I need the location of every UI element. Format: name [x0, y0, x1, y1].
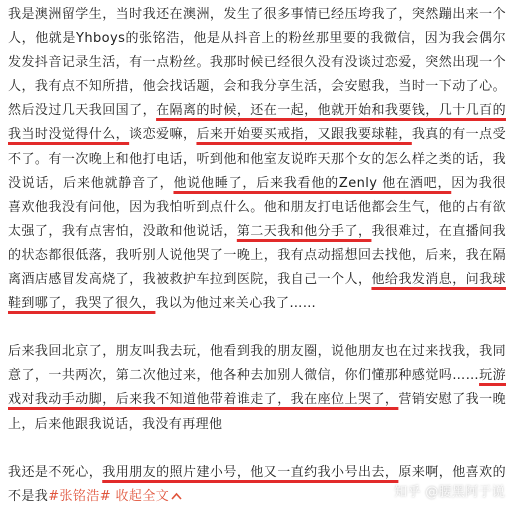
underlined-text: 我用朋友的照片建小号，他又一直约我小号出去，	[102, 464, 399, 480]
underlined-text: 他给我发消息，问我球鞋到哪了，我哭了很久，	[8, 272, 506, 312]
body-text: 原来啊，他喜欢的不是我	[8, 464, 506, 504]
hashtag-link[interactable]: #张铭浩#	[48, 488, 111, 504]
body-text: 我真的有一点受不了。有一次晚上和他打电话，听到他和他室友说昨天那个女的怎么样之类的话，我没说话，后来他就静音了，	[8, 127, 506, 191]
post-paragraph	[8, 3, 506, 316]
collapse-label: 收起全文	[111, 488, 170, 504]
body-text: 营销安慰了我一晚上，后来他跟我说话，我没有再理他	[8, 392, 507, 432]
body-text: 因为我很喜欢他我没有问他，因为我怕听到点什么。他和朋友打电话他都会生气，他的占有欲太强了，我有点害怕，没敢和他说话，	[8, 175, 506, 239]
underlined-text: 第二天我和他分手了，	[236, 223, 372, 239]
chevron-up-icon	[171, 485, 182, 493]
body-text: 我以为他过来关心我了……	[155, 296, 317, 312]
collapse-text-link[interactable]	[111, 489, 182, 504]
watermark: 知乎 @腰黑阿于说	[394, 485, 505, 500]
body-text: 我很难过，在直播间我的状态都很低落，我听别人说他哭了一晚上，我有点动摇想回去找他，后来，我在隔离酒店感冒发高烧了，我被救护车拉到医院，我自己一个人，	[8, 223, 506, 288]
body-text: 谈恋爱嘛，	[129, 127, 197, 143]
post-paragraph	[8, 340, 506, 436]
underlined-text: 他说他睡了，后来我看他的Zenly 他在酒吧，	[173, 175, 452, 191]
body-text: 我还是不死心，	[8, 464, 103, 480]
body-text: 我是澳洲留学生，当时我还在澳洲，发生了很多事情已经压垮我了，突然蹦出来一个人，他就是Yhboys的张铭浩，他是从抖音上的粉丝那里要的我微信，因为我会偶尔发发抖音记录生活，有一点粉丝。我那时候已经很久没有没谈过恋爱，突然出现一个人，我有点不知所措，他会找话题，会和我分享生活，会安慰我，当时一下动了心。然后没过几天我回国了，	[8, 7, 506, 119]
underlined-text: 玩游戏对我动手动脚，后来我不知道他带着谁走了，我在座位上哭了，	[8, 368, 506, 408]
underlined-text: 后来开始要买戒指，又跟我要球鞋，	[196, 127, 412, 143]
underlined-text: 在隔离的时候，还在一起，他就开始和我要钱，几十几百的我当时没觉得什么，	[8, 103, 506, 143]
body-text: 后来我回北京了，朋友叫我去玩，他看到我的朋友圈，说他朋友也在过来找我，我同意了，一共两次，第二次他过来，他各种去加别人微信，你们懂那种感觉吗……	[8, 344, 506, 384]
